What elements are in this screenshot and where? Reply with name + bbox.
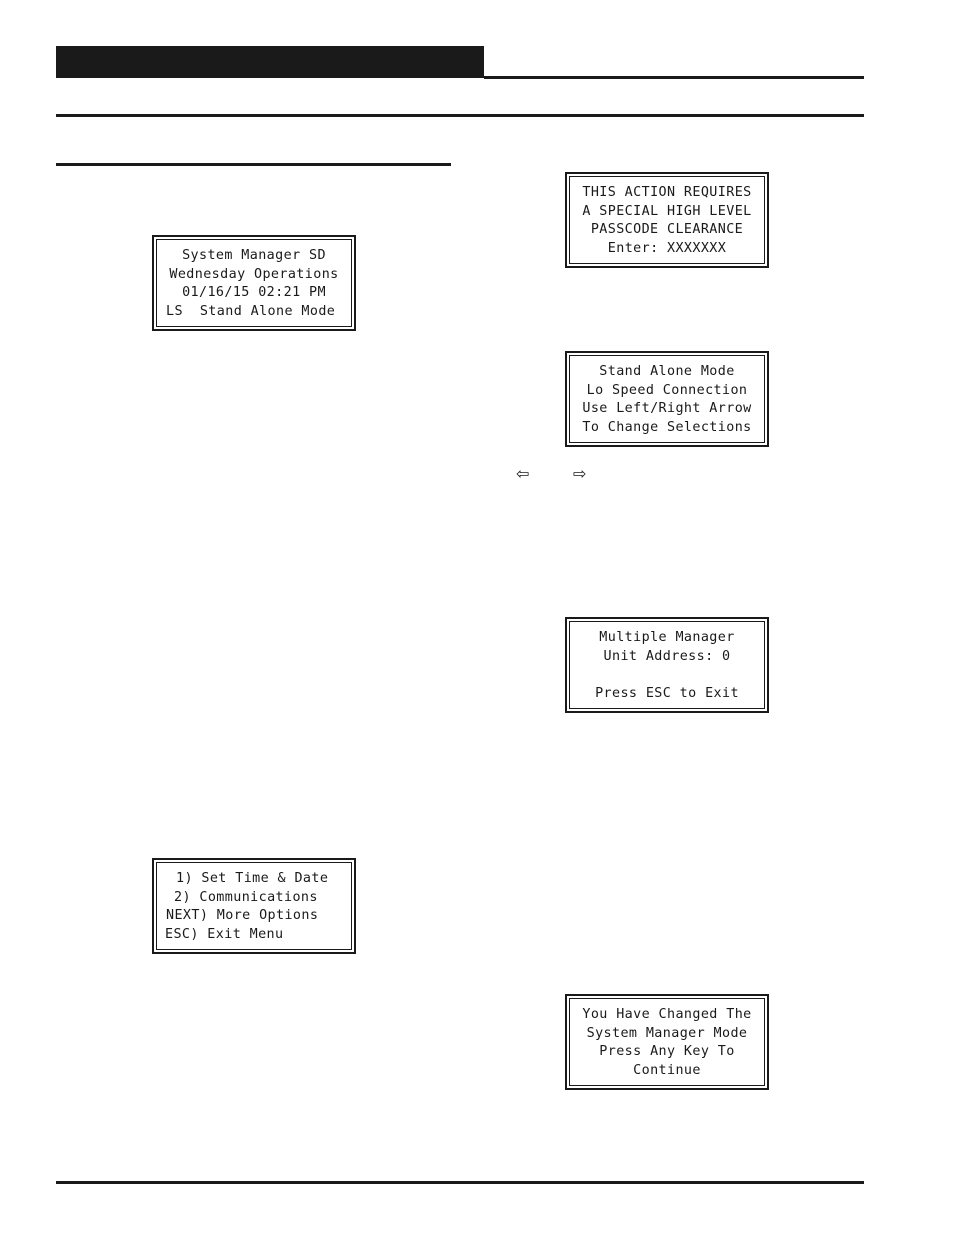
header-bar (56, 46, 484, 78)
right-arrow-icon: ⇨ (573, 464, 587, 483)
lcd-standalone-screen (565, 351, 769, 447)
lcd-line: Unit Address: 0 (603, 649, 731, 664)
lcd-line: System Manager SD (182, 248, 326, 263)
lcd-line: LS Stand Alone Mode (166, 304, 336, 319)
lcd-line: THIS ACTION REQUIRES (582, 185, 752, 200)
lcd-mode-changed-screen (565, 994, 769, 1090)
section-rule (56, 163, 451, 166)
lcd-line: Press Any Key To (599, 1044, 735, 1059)
lcd-line: Stand Alone Mode (599, 364, 735, 379)
menu-item-more-options: NEXT) More Options (166, 908, 319, 923)
menu-item-communications: 2) Communications (174, 890, 318, 905)
lcd-passcode-screen (565, 172, 769, 268)
lcd-line: Enter: XXXXXXX (607, 241, 727, 256)
lcd-line: Press ESC to Exit (595, 686, 739, 701)
menu-item-exit: ESC) Exit Menu (165, 927, 284, 942)
left-arrow-icon: ⇦ (516, 464, 530, 483)
header-rule-bottom (56, 114, 864, 117)
lcd-line: To Change Selections (582, 420, 752, 435)
lcd-line: Lo Speed Connection (586, 383, 748, 398)
lcd-line: You Have Changed The (582, 1007, 752, 1022)
lcd-multiple-manager-screen (565, 617, 769, 713)
lcd-line: Use Left/Right Arrow (582, 401, 752, 416)
lcd-line (570, 665, 764, 684)
lcd-status-screen (152, 235, 356, 331)
lcd-line: Multiple Manager (599, 630, 735, 645)
lcd-line: System Manager Mode (586, 1026, 748, 1041)
lcd-line: Continue (633, 1063, 701, 1078)
lcd-line: A SPECIAL HIGH LEVEL (582, 204, 752, 219)
footer-rule (56, 1181, 864, 1184)
lcd-menu-screen (152, 858, 356, 954)
lcd-line: Wednesday Operations (169, 267, 339, 282)
menu-item-set-time-date: 1) Set Time & Date (176, 871, 329, 886)
lcd-line: 01/16/15 02:21 PM (182, 285, 326, 300)
lcd-line: PASSCODE CLEARANCE (590, 222, 744, 237)
header-rule-top (484, 76, 864, 79)
